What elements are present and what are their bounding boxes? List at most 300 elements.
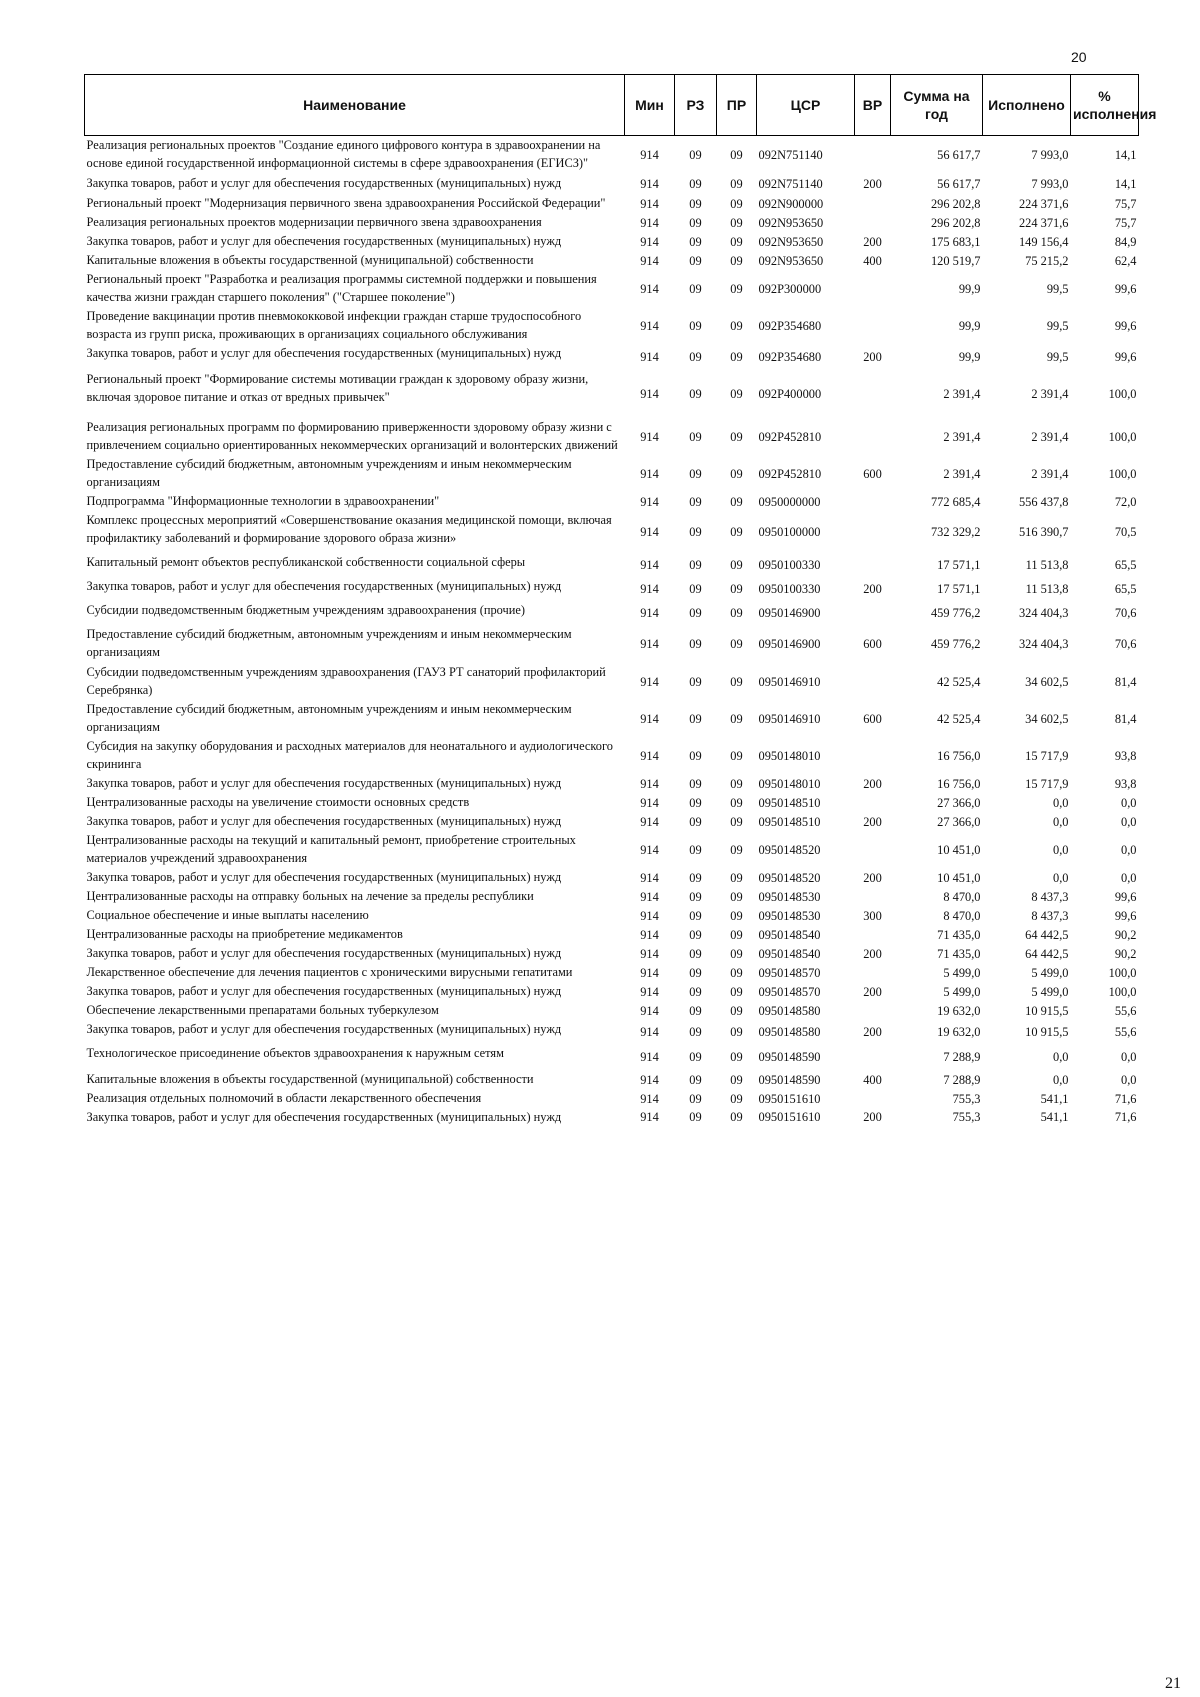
cell-rz: 09 <box>689 1110 702 1124</box>
table-row <box>85 370 1139 418</box>
cell-min: 914 <box>640 1072 659 1087</box>
cell-done: 224 371,6 <box>1018 215 1069 230</box>
header-pct: % исполнения <box>1071 75 1139 136</box>
cell-sum: 27 366,0 <box>937 795 981 810</box>
cell-sum: 10 451,0 <box>937 842 981 857</box>
table-row <box>85 963 1139 982</box>
cell-pr: 09 <box>730 776 743 791</box>
cell-name: Субсидии подведомственным учреждениям здравоохранения (ГАУЗ РТ санаторий профилакторий Серебрянка) <box>86 665 606 697</box>
cell-sum: 5 499,0 <box>943 984 981 999</box>
cell-vr <box>855 136 891 175</box>
cell-pct: 70,5 <box>1114 525 1137 539</box>
cell-pr: 09 <box>730 748 743 763</box>
cell-sum: 2 391,4 <box>943 466 981 481</box>
cell-pr: 09 <box>730 795 743 810</box>
table-row <box>85 492 1139 511</box>
cell-pct: 14,1 <box>1114 148 1137 162</box>
cell-sum: 56 617,7 <box>937 148 981 162</box>
table-row <box>85 625 1139 663</box>
cell-name: Централизованные расходы на приобретение медикаментов <box>86 927 403 941</box>
table-row <box>85 663 1139 700</box>
cell-csr: 092P452810 <box>758 466 822 481</box>
cell-min: 914 <box>640 776 659 791</box>
cell-sum: 42 525,4 <box>937 674 981 689</box>
cell-done: 149 156,4 <box>1018 234 1069 249</box>
cell-sum: 755,3 <box>952 1091 981 1106</box>
cell-vr <box>855 418 891 455</box>
cell-vr: 200 <box>863 582 882 596</box>
table-row <box>85 577 1139 601</box>
cell-rz: 09 <box>689 1050 702 1064</box>
cell-name: Региональный проект "Формирование системы мотивации граждан к здоровому образу жизни, включая здоровое питание и отказ от вредных привычек" <box>86 372 589 404</box>
cell-vr: 600 <box>863 711 882 726</box>
cell-pr: 09 <box>730 1091 743 1106</box>
cell-done: 556 437,8 <box>1018 494 1069 509</box>
cell-sum: 8 470,0 <box>943 908 981 923</box>
cell-name: Предоставление субсидий бюджетным, автономным учреждениям и иным некоммерческим организациям <box>86 627 572 659</box>
cell-pr: 09 <box>730 965 743 980</box>
cell-rz: 09 <box>689 870 702 885</box>
cell-pct: 72,0 <box>1114 494 1137 509</box>
cell-pr: 09 <box>730 234 743 249</box>
cell-done: 64 442,5 <box>1025 927 1069 942</box>
cell-pct: 62,4 <box>1114 253 1137 268</box>
cell-csr: 0950146910 <box>758 674 821 689</box>
cell-vr: 400 <box>863 253 882 268</box>
cell-rz: 09 <box>689 674 702 689</box>
cell-name: Капитальный ремонт объектов республиканской собственности социальной сферы <box>86 555 526 569</box>
cell-vr <box>855 887 891 906</box>
cell-pct: 99,6 <box>1114 318 1137 333</box>
table-row <box>85 601 1139 625</box>
table-row <box>85 251 1139 270</box>
cell-vr: 200 <box>863 870 882 885</box>
cell-min: 914 <box>640 177 659 191</box>
cell-pct: 71,6 <box>1114 1091 1137 1106</box>
cell-csr: 0950146900 <box>758 606 821 620</box>
cell-sum: 459 776,2 <box>930 637 981 651</box>
cell-pct: 99,6 <box>1114 889 1137 904</box>
cell-csr: 0950151610 <box>758 1091 821 1106</box>
budget-execution-table <box>84 74 1157 1126</box>
cell-done: 64 442,5 <box>1025 946 1069 961</box>
cell-name: Капитальные вложения в объекты государственной (муниципальной) собственности <box>86 253 534 267</box>
cell-rz: 09 <box>689 908 702 923</box>
cell-vr: 200 <box>863 350 882 364</box>
cell-rz: 09 <box>689 1072 702 1087</box>
cell-pct: 55,6 <box>1114 1025 1137 1039</box>
cell-vr: 200 <box>863 1025 882 1039</box>
cell-name: Субсидия на закупку оборудования и расходных материалов для неонатального и аудиологического скрининга <box>86 739 613 771</box>
table-row <box>85 1089 1139 1108</box>
cell-min: 914 <box>640 1003 659 1018</box>
cell-csr: 0950148590 <box>758 1072 821 1087</box>
table-row <box>85 887 1139 906</box>
table-row <box>85 774 1139 793</box>
cell-name: Закупка товаров, работ и услуг для обеспечения государственных (муниципальных) нужд <box>86 1110 562 1124</box>
cell-sum: 2 391,4 <box>943 429 981 444</box>
table-row <box>85 982 1139 1001</box>
cell-min: 914 <box>640 965 659 980</box>
cell-name: Закупка товаров, работ и услуг для обеспечения государственных (муниципальных) нужд <box>86 1022 562 1036</box>
cell-rz: 09 <box>689 946 702 961</box>
cell-name: Обеспечение лекарственными препаратами больных туберкулезом <box>86 1003 439 1017</box>
cell-sum: 7 288,9 <box>943 1072 981 1087</box>
cell-rz: 09 <box>689 1025 702 1039</box>
cell-vr <box>855 1089 891 1108</box>
cell-pr: 09 <box>730 870 743 885</box>
cell-csr: 092N953650 <box>758 215 824 230</box>
table-row <box>85 906 1139 925</box>
cell-done: 34 602,5 <box>1025 711 1069 726</box>
cell-pct: 65,5 <box>1114 582 1137 596</box>
cell-pct: 100,0 <box>1108 965 1137 980</box>
cell-csr: 0950148580 <box>758 1003 821 1018</box>
cell-csr: 092P452810 <box>758 429 822 444</box>
cell-min: 914 <box>640 842 659 857</box>
page-number: 20 <box>1071 49 1087 65</box>
cell-csr: 092P300000 <box>758 281 822 296</box>
cell-vr <box>855 307 891 344</box>
cell-name: Централизованные расходы на текущий и капитальный ремонт, приобретение строительных материалов учреждений здравоохранения <box>86 833 576 865</box>
cell-csr: 092P354680 <box>758 350 822 364</box>
cell-name: Централизованные расходы на увеличение стоимости основных средств <box>86 795 470 809</box>
cell-pct: 93,8 <box>1114 748 1137 763</box>
cell-min: 914 <box>640 253 659 268</box>
cell-vr <box>855 194 891 213</box>
cell-done: 516 390,7 <box>1018 525 1069 539</box>
table-row <box>85 511 1139 553</box>
cell-pr: 09 <box>730 281 743 296</box>
table-row <box>85 1020 1139 1044</box>
cell-name: Лекарственное обеспечение для лечения пациентов с хроническими вирусными гепатитами <box>86 965 573 979</box>
cell-pct: 71,6 <box>1114 1110 1137 1124</box>
cell-min: 914 <box>640 711 659 726</box>
cell-rz: 09 <box>689 148 702 162</box>
header-min: Мин <box>625 75 675 136</box>
cell-pr: 09 <box>730 1025 743 1039</box>
table-header <box>85 75 1157 136</box>
table-row <box>85 174 1139 194</box>
cell-min: 914 <box>640 984 659 999</box>
cell-rz: 09 <box>689 711 702 726</box>
cell-name: Комплекс процессных мероприятий «Совершенствование оказания медицинской помощи, включая профилактику заболеваний и формирование здорового образа жизни» <box>86 513 612 545</box>
cell-min: 914 <box>640 429 659 444</box>
cell-min: 914 <box>640 946 659 961</box>
cell-csr: 0950148510 <box>758 795 821 810</box>
header-sum: Сумма на год <box>891 75 983 136</box>
cell-csr: 0950000000 <box>758 494 821 509</box>
cell-pr: 09 <box>730 387 743 401</box>
cell-csr: 0950146900 <box>758 637 821 651</box>
cell-min: 914 <box>640 1050 659 1064</box>
cell-pct: 0,0 <box>1121 1050 1137 1064</box>
cell-sum: 99,9 <box>958 350 981 364</box>
cell-csr: 0950148010 <box>758 776 821 791</box>
cell-done: 541,1 <box>1040 1091 1069 1106</box>
cell-min: 914 <box>640 795 659 810</box>
cell-sum: 296 202,8 <box>930 215 981 230</box>
cell-min: 914 <box>640 494 659 509</box>
cell-vr <box>855 963 891 982</box>
cell-rz: 09 <box>689 1091 702 1106</box>
cell-pr: 09 <box>730 908 743 923</box>
cell-pct: 84,9 <box>1114 234 1137 249</box>
cell-name: Закупка товаров, работ и услуг для обеспечения государственных (муниципальных) нужд <box>86 870 562 884</box>
cell-csr: 0950100330 <box>758 582 821 596</box>
cell-rz: 09 <box>689 494 702 509</box>
cell-done: 34 602,5 <box>1025 674 1069 689</box>
table-row <box>85 831 1139 868</box>
cell-pr: 09 <box>730 253 743 268</box>
header-pr: ПР <box>717 75 757 136</box>
cell-rz: 09 <box>689 281 702 296</box>
cell-rz: 09 <box>689 776 702 791</box>
cell-vr <box>855 831 891 868</box>
header-vr: ВР <box>855 75 891 136</box>
cell-csr: 0950148010 <box>758 748 821 763</box>
cell-csr: 092P354680 <box>758 318 822 333</box>
cell-min: 914 <box>640 606 659 620</box>
cell-pr: 09 <box>730 1110 743 1124</box>
cell-csr: 092N751140 <box>758 148 823 162</box>
cell-name: Закупка товаров, работ и услуг для обеспечения государственных (муниципальных) нужд <box>86 946 562 960</box>
cell-pr: 09 <box>730 215 743 230</box>
cell-csr: 092N953650 <box>758 234 824 249</box>
cell-pr: 09 <box>730 889 743 904</box>
table-row <box>85 1070 1139 1089</box>
cell-min: 914 <box>640 215 659 230</box>
cell-csr: 0950148520 <box>758 870 821 885</box>
cell-pct: 75,7 <box>1114 196 1137 211</box>
cell-csr: 0950148580 <box>758 1025 821 1039</box>
cell-done: 2 391,4 <box>1031 387 1069 401</box>
cell-vr <box>855 925 891 944</box>
cell-sum: 19 632,0 <box>937 1025 981 1039</box>
cell-name: Закупка товаров, работ и услуг для обеспечения государственных (муниципальных) нужд <box>86 776 562 790</box>
cell-csr: 092N900000 <box>758 196 824 211</box>
table-row <box>85 944 1139 963</box>
cell-sum: 2 391,4 <box>943 387 981 401</box>
table-row <box>85 418 1139 455</box>
cell-done: 0,0 <box>1053 1050 1069 1064</box>
cell-sum: 8 470,0 <box>943 889 981 904</box>
table-row <box>85 232 1139 251</box>
cell-name: Закупка товаров, работ и услуг для обеспечения государственных (муниципальных) нужд <box>86 176 562 190</box>
cell-pct: 100,0 <box>1108 429 1137 444</box>
table-row <box>85 793 1139 812</box>
cell-rz: 09 <box>689 927 702 942</box>
cell-done: 0,0 <box>1053 842 1069 857</box>
cell-min: 914 <box>640 318 659 333</box>
cell-sum: 27 366,0 <box>937 814 981 829</box>
cell-done: 15 717,9 <box>1025 776 1069 791</box>
cell-vr: 300 <box>863 908 882 923</box>
cell-done: 0,0 <box>1053 814 1069 829</box>
cell-csr: 0950146910 <box>758 711 821 726</box>
cell-pr: 09 <box>730 148 743 162</box>
table-row <box>85 925 1139 944</box>
cell-min: 914 <box>640 908 659 923</box>
cell-done: 2 391,4 <box>1031 429 1069 444</box>
cell-min: 914 <box>640 674 659 689</box>
cell-done: 5 499,0 <box>1031 984 1069 999</box>
cell-done: 541,1 <box>1040 1110 1069 1124</box>
cell-name: Реализация региональных проектов модернизации первичного звена здравоохранения <box>86 215 542 229</box>
cell-csr: 0950148530 <box>758 889 821 904</box>
cell-pr: 09 <box>730 814 743 829</box>
cell-pr: 09 <box>730 984 743 999</box>
cell-sum: 17 571,1 <box>937 582 981 596</box>
cell-pr: 09 <box>730 466 743 481</box>
cell-name: Закупка товаров, работ и услуг для обеспечения государственных (муниципальных) нужд <box>86 814 562 828</box>
table-row <box>85 270 1139 307</box>
cell-sum: 71 435,0 <box>937 946 981 961</box>
table-row <box>85 136 1139 175</box>
cell-vr: 200 <box>863 946 882 961</box>
cell-done: 0,0 <box>1053 1072 1069 1087</box>
cell-sum: 99,9 <box>958 281 981 296</box>
cell-rz: 09 <box>689 965 702 980</box>
cell-pr: 09 <box>730 350 743 364</box>
cell-rz: 09 <box>689 215 702 230</box>
cell-done: 99,5 <box>1046 318 1069 333</box>
cell-vr <box>855 793 891 812</box>
cell-rz: 09 <box>689 318 702 333</box>
cell-name: Закупка товаров, работ и услуг для обеспечения государственных (муниципальных) нужд <box>86 579 562 593</box>
cell-vr: 200 <box>863 776 882 791</box>
cell-min: 914 <box>640 1110 659 1124</box>
cell-name: Реализация отдельных полномочий в области лекарственного обеспечения <box>86 1091 482 1105</box>
cell-rz: 09 <box>689 1003 702 1018</box>
cell-done: 2 391,4 <box>1031 466 1069 481</box>
cell-pct: 90,2 <box>1114 946 1137 961</box>
cell-sum: 10 451,0 <box>937 870 981 885</box>
cell-pct: 14,1 <box>1114 177 1137 191</box>
cell-rz: 09 <box>689 466 702 481</box>
table-row <box>85 868 1139 887</box>
cell-vr <box>855 553 891 577</box>
cell-vr: 200 <box>863 234 882 249</box>
cell-sum: 71 435,0 <box>937 927 981 942</box>
cell-sum: 99,9 <box>958 318 981 333</box>
cell-pr: 09 <box>730 842 743 857</box>
cell-min: 914 <box>640 558 659 572</box>
cell-done: 5 499,0 <box>1031 965 1069 980</box>
table-row <box>85 307 1139 344</box>
cell-min: 914 <box>640 525 659 539</box>
cell-sum: 17 571,1 <box>937 558 981 572</box>
cell-pct: 81,4 <box>1114 674 1137 689</box>
cell-pr: 09 <box>730 1050 743 1064</box>
cell-pr: 09 <box>730 318 743 333</box>
cell-rz: 09 <box>689 177 702 191</box>
cell-pr: 09 <box>730 1072 743 1087</box>
cell-name: Социальное обеспечение и иные выплаты населению <box>86 908 369 922</box>
cell-sum: 19 632,0 <box>937 1003 981 1018</box>
cell-min: 914 <box>640 927 659 942</box>
cell-done: 0,0 <box>1053 870 1069 885</box>
cell-pct: 0,0 <box>1121 842 1137 857</box>
cell-pct: 99,6 <box>1114 350 1137 364</box>
cell-min: 914 <box>640 582 659 596</box>
cell-csr: 0950148570 <box>758 984 821 999</box>
cell-pct: 0,0 <box>1121 1072 1137 1087</box>
cell-sum: 772 685,4 <box>930 494 981 509</box>
cell-vr: 200 <box>863 1110 882 1124</box>
cell-vr: 400 <box>863 1072 882 1087</box>
table-row <box>85 344 1139 370</box>
cell-done: 15 717,9 <box>1025 748 1069 763</box>
cell-pct: 70,6 <box>1114 637 1137 651</box>
cell-pct: 90,2 <box>1114 927 1137 942</box>
cell-sum: 16 756,0 <box>937 776 981 791</box>
cell-csr: 0950148530 <box>758 908 821 923</box>
table-row <box>85 700 1139 737</box>
cell-name: Региональный проект "Разработка и реализация программы системной поддержки и повышения качества жизни граждан старшего поколения" ("Старшее поколение") <box>86 272 597 304</box>
cell-pct: 93,8 <box>1114 776 1137 791</box>
cell-vr <box>855 601 891 625</box>
cell-pr: 09 <box>730 429 743 444</box>
cell-rz: 09 <box>689 253 702 268</box>
cell-name: Предоставление субсидий бюджетным, автономным учреждениям и иным некоммерческим организациям <box>86 702 572 734</box>
cell-pr: 09 <box>730 582 743 596</box>
cell-done: 8 437,3 <box>1031 889 1069 904</box>
cell-name: Региональный проект "Модернизация первичного звена здравоохранения Российской Федерации" <box>86 196 606 210</box>
cell-done: 0,0 <box>1053 795 1069 810</box>
cell-pct: 81,4 <box>1114 711 1137 726</box>
cell-sum: 732 329,2 <box>930 525 981 539</box>
cell-done: 75 215,2 <box>1025 253 1069 268</box>
cell-sum: 56 617,7 <box>937 177 981 191</box>
cell-name: Предоставление субсидий бюджетным, автономным учреждениям и иным некоммерческим организациям <box>86 457 572 489</box>
cell-min: 914 <box>640 196 659 211</box>
cell-sum: 120 519,7 <box>930 253 981 268</box>
cell-done: 11 513,8 <box>1025 582 1069 596</box>
cell-rz: 09 <box>689 582 702 596</box>
cell-sum: 175 683,1 <box>930 234 981 249</box>
cell-min: 914 <box>640 148 659 162</box>
header-csr: ЦСР <box>757 75 855 136</box>
cell-name: Подпрограмма "Информационные технологии в здравоохранении" <box>86 494 440 508</box>
cell-pr: 09 <box>730 525 743 539</box>
table-row <box>85 213 1139 232</box>
cell-csr: 092N953650 <box>758 253 824 268</box>
cell-vr: 200 <box>863 177 882 191</box>
cell-rz: 09 <box>689 889 702 904</box>
table-row <box>85 737 1139 774</box>
cell-name: Субсидии подведомственным бюджетным учреждениям здравоохранения (прочие) <box>86 603 526 617</box>
cell-csr: 0950148510 <box>758 814 821 829</box>
cell-rz: 09 <box>689 558 702 572</box>
cell-name: Технологическое присоединение объектов здравоохранения к наружным сетям <box>86 1046 504 1060</box>
cell-vr <box>855 370 891 418</box>
corner-mark: 21 <box>1165 1675 1181 1692</box>
table-row <box>85 1001 1139 1020</box>
cell-vr <box>855 213 891 232</box>
cell-vr: 200 <box>863 814 882 829</box>
cell-rz: 09 <box>689 984 702 999</box>
cell-sum: 459 776,2 <box>930 606 981 620</box>
cell-rz: 09 <box>689 795 702 810</box>
cell-csr: 0950100000 <box>758 525 821 539</box>
cell-csr: 0950148540 <box>758 927 821 942</box>
table-row <box>85 1044 1139 1070</box>
header-name: Наименование <box>85 75 625 136</box>
cell-vr <box>855 270 891 307</box>
cell-pr: 09 <box>730 711 743 726</box>
cell-pr: 09 <box>730 946 743 961</box>
